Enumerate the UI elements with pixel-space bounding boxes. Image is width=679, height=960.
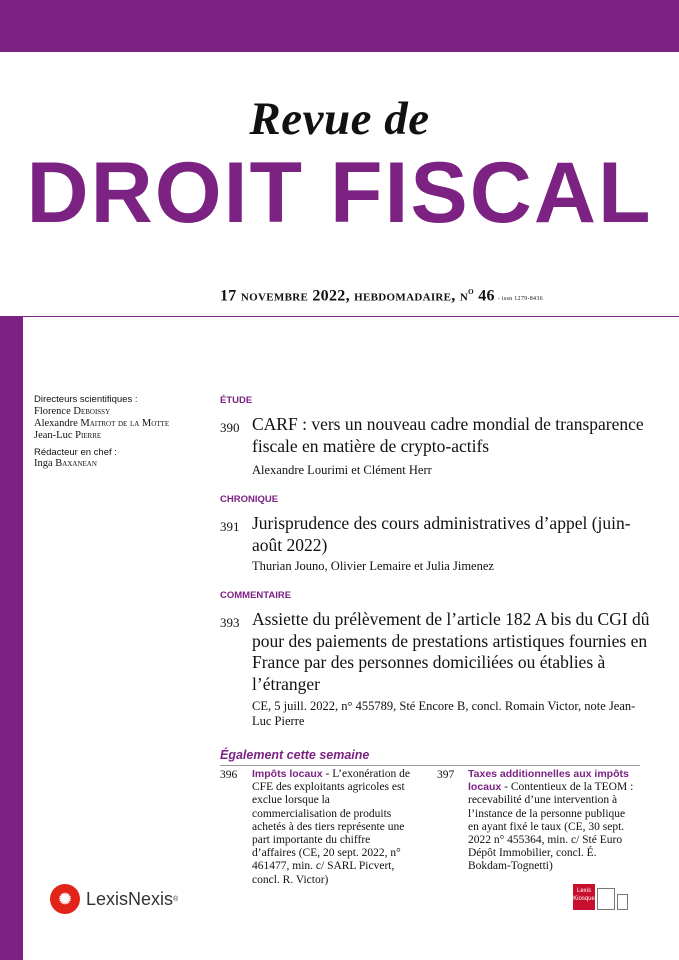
publisher-name: LexisNexis xyxy=(86,888,174,909)
tablet-icon xyxy=(597,888,615,910)
brief-text: - L’exonération de CFE des exploitants agricoles est exclue lorsque la commercialisation de produits achetés à des tiers représente une part importante du chiffre d’affaires (CE, 20 sept. 2022, n° 461477, min. c/ SARL Picvert, concl. R. Victor) xyxy=(252,768,410,886)
registered-mark: ® xyxy=(173,895,179,903)
masthead-title: DROIT FISCAL xyxy=(26,145,653,241)
masthead-revue: Revue de xyxy=(249,93,430,145)
kiosque-label: Lexis Kiosque xyxy=(573,884,595,910)
lexisnexis-mark-icon: ✺ xyxy=(50,884,80,914)
editor-name: Inga Baxanean xyxy=(34,458,97,469)
kiosque-badge xyxy=(573,884,628,910)
section-chronique: CHRONIQUE xyxy=(220,494,279,505)
article-authors: Alexandre Lourimi et Clément Herr xyxy=(252,463,432,477)
director-1: Florence Deboissy xyxy=(34,405,111,417)
issue-sup: o xyxy=(468,286,474,297)
directors-label: Directeurs scientifiques : xyxy=(34,394,138,405)
brief-text: - Contentieux de la TEOM : recevabilité d’une intervention à l’instance de la personne publique en ayant fixé le taux (CE, 30 sept. 2022 n° 455364, min. c/ Sté Euro Dépôt Immobilier, concl. É. Bokdam-Tognetti) xyxy=(468,781,634,873)
issue-number: 46 xyxy=(478,287,495,305)
brief-item[interactable] xyxy=(252,768,415,887)
brief-title: Impôts locaux xyxy=(252,768,323,780)
director-3: Jean-Luc Pierre xyxy=(34,429,102,441)
section-commentaire: COMMENTAIRE xyxy=(220,590,292,601)
lexisnexis-logo xyxy=(50,884,178,914)
article-authors: CE, 5 juill. 2022, n° 455789, Sté Encore B, concl. Romain Victor, note Jean-Luc Pierre xyxy=(252,699,636,728)
editor-label: Rédacteur en chef : xyxy=(34,446,117,458)
also-divider xyxy=(220,765,640,766)
article-title[interactable]: Jurisprudence des cours administratives d’appel (juin-août 2022) xyxy=(252,513,631,555)
top-color-band xyxy=(0,0,679,52)
article-number: 390 xyxy=(220,420,240,435)
brief-item[interactable] xyxy=(468,768,636,874)
header-divider xyxy=(23,316,679,317)
article-number: 393 xyxy=(220,615,240,630)
left-color-band xyxy=(0,316,23,960)
also-heading: Également cette semaine xyxy=(220,748,370,762)
issue-date: 17 novembre 2022, hebdomadaire, n xyxy=(220,287,469,305)
brief-number: 396 xyxy=(220,769,238,781)
brief-number: 397 xyxy=(437,769,455,781)
article-title[interactable]: CARF : vers un nouveau cadre mondial de transparence fiscale en matière de crypto-actifs xyxy=(252,414,644,456)
editorial-board xyxy=(34,394,214,470)
phone-icon xyxy=(617,894,628,910)
article-title[interactable]: Assiette du prélèvement de l’article 182 A bis du CGI dû pour des paiements de prestations artistiques fournies en France par des personnes domiciliées ou établies à l’étranger xyxy=(252,609,650,694)
brief-title: Taxes additionnelles aux impôts locaux xyxy=(468,768,629,794)
article-number: 391 xyxy=(220,519,240,534)
issue-line xyxy=(220,286,543,305)
issn: - issn 1279-8436 xyxy=(497,296,543,303)
director-2: Alexandre Maitrot de la Motte xyxy=(34,417,170,429)
section-etude: ÉTUDE xyxy=(220,395,253,406)
article-authors: Thurian Jouno, Olivier Lemaire et Julia Jimenez xyxy=(252,559,494,573)
